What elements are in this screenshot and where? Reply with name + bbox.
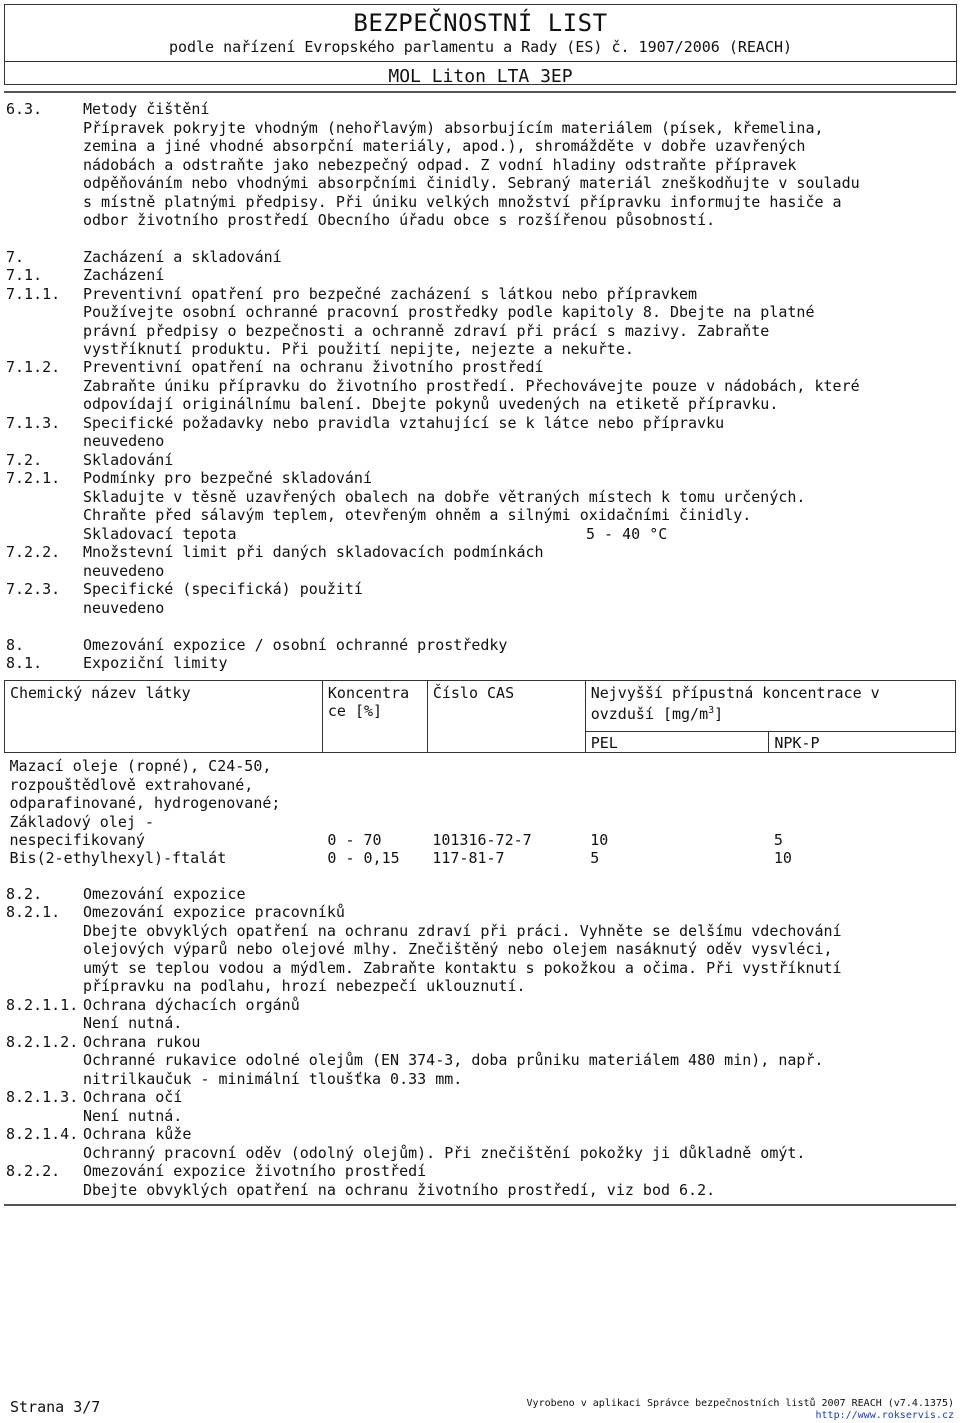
section-heading: Zacházení a skladování (83, 248, 282, 266)
table-row (5, 753, 956, 850)
npk-p-cell: 10 (773, 849, 792, 868)
paragraph-line: Používejte osobní ochranné pracovní prostředky podle kapitoly 8. Dbejte na platné (83, 303, 815, 321)
paragraph-line: Není nutná. (83, 1107, 183, 1125)
page-number: Strana 3/7 (10, 1398, 101, 1416)
paragraph-line: umýt se teplou vodou a mýdlem. Zabraňte kontaktu s pokožkou a očima. Při vystříknutí (83, 959, 842, 977)
section-heading: Expoziční limity (83, 654, 228, 672)
column-header-cas-number: Číslo CAS (427, 681, 585, 753)
section-number: 8.1. (6, 654, 43, 672)
section-heading: Metody čištění (83, 100, 210, 118)
pel-cell: 5 (590, 849, 600, 868)
section-number: 7. (6, 248, 25, 266)
section-heading: Ochrana rukou (83, 1033, 201, 1051)
substance-name-cell: Mazací oleje (ropné), C24-50, rozpouštědlově extrahované, odparafinované, hydrogenované; Základový olej - nespecifikovaný (9, 757, 281, 850)
column-header-npk-p: NPK-P (769, 732, 956, 753)
regulation-subtitle: podle nařízení Evropského parlamentu a Rady (ES) č. 1907/2006 (REACH) (168, 38, 793, 56)
bottom-divider (4, 1204, 956, 1206)
paragraph-line: právní předpisy o bezpečnosti a ochranně zdraví při prácí s mazivy. Zabraňte (83, 322, 770, 340)
section-heading: Preventivní opatření na ochranu životního prostředí (83, 358, 544, 376)
column-header-pel: PEL (585, 732, 769, 753)
generator-note: Vyrobeno v aplikaci Správce bezpečnostních listů 2007 REACH (v7.4.1375) (526, 1398, 954, 1409)
paragraph-line: Dbejte obvyklých opatření na ochranu zdraví při práci. Vyhněte se delšímu vdechování (83, 922, 842, 940)
paragraph-line: vystříknutí produktu. Při použití nepijte, nejezte a nekuřte. (83, 340, 634, 358)
paragraph-line: Chraňte před sálavým teplem, otevřeným ohněm a silnými oxidačními činidly. (83, 506, 752, 524)
section-number: 7.1.2. (6, 358, 61, 376)
paragraph-line: neuvedeno (83, 562, 165, 580)
section-number: 8.2.1.2. (6, 1033, 79, 1051)
section-heading: Omezování expozice (83, 885, 246, 903)
product-name: MOL Liton LTA 3EP (388, 66, 573, 87)
storage-temperature-label: Skladovací tepota (83, 525, 237, 543)
paragraph-line: nádobách a odstraňte jako nebezpečný odpad. Z vodní hladiny odstraňte přípravek (83, 156, 797, 174)
footer-note (527, 1398, 954, 1422)
exposure-limits-table (4, 680, 956, 868)
section-heading: Specifické požadavky nebo pravidla vztahující se k látce nebo přípravku (83, 414, 725, 432)
paragraph-line: přípravku na podlahu, hrozí nebezpečí uklouznutí. (83, 977, 526, 995)
pel-cell: 10 (590, 831, 609, 850)
section-number: 8.2.1.3. (6, 1088, 79, 1106)
storage-temperature-value: 5 - 40 °C (586, 525, 668, 543)
paragraph-line: odpovídají originálnímu balení. Dbejte pokynů uvedených na etiketě přípravku. (83, 395, 779, 413)
paragraph-line: zemina a jiné vhodné absorpční materiály, apod.), shromážděte v dobře uzavřených (83, 137, 806, 155)
header-divider (5, 61, 956, 62)
section-heading: Ochrana kůže (83, 1125, 192, 1143)
paragraph-line: Není nutná. (83, 1014, 183, 1032)
paragraph-line: Zabraňte úniku přípravku do životního prostředí. Přechovávejte pouze v nádobách, které (83, 377, 860, 395)
section-number: 7.2.1. (6, 469, 61, 487)
column-header-max-concentration: Nejvyšší přípustná koncentrace v ovzduší $[mg/m^3]$ (585, 681, 955, 732)
section-number: 6.3. (6, 100, 43, 118)
section-number: 7.2.3. (6, 580, 61, 598)
paragraph-line: Skladujte v těsně uzavřených obalech na dobře větraných místech k tomu určených. (83, 488, 806, 506)
section-heading: Specifické (specifická) použití (83, 580, 363, 598)
column-header-concentration: Koncentra ce [%] (322, 681, 427, 753)
section-number: 8.2.1.4. (6, 1125, 79, 1143)
section-number: 7.2.2. (6, 543, 61, 561)
section-number: 7.2. (6, 451, 43, 469)
section-number: 8.2. (6, 885, 43, 903)
paragraph-line: s místně platnými předpisy. Při úniku velkých množství přípravku informujte hasiče a (83, 193, 842, 211)
table-row (5, 849, 956, 867)
document-title: BEZPEČNOSTNÍ LIST (353, 9, 608, 37)
paragraph-line: Ochranný pracovní oděv (odolný olejům). Při znečištění pokožky ji důkladně omýt. (83, 1144, 806, 1162)
section-heading: Preventivní opatření pro bezpečné zacházení s látkou nebo přípravkem (83, 285, 698, 303)
top-divider (4, 91, 956, 93)
section-number: 8. (6, 636, 25, 654)
section-number: 7.1.3. (6, 414, 61, 432)
section-heading: Omezování expozice pracovníků (83, 903, 345, 921)
paragraph-line: olejových výparů nebo olejové mlhy. Znečištěný nebo olejem nasáknutý oděv vysvléci, (83, 940, 833, 958)
paragraph-line: nitrilkaučuk - minimální tloušťka 0.33 mm. (83, 1070, 463, 1088)
paragraph-line: neuvedeno (83, 599, 165, 617)
substance-name-cell: Bis(2-ethylhexyl)-ftalát (9, 849, 227, 868)
concentration-cell: 0 - 0,15 (327, 849, 400, 868)
paragraph-line: Ochranné rukavice odolné olejům (EN 374-3, doba průniku materiálem 480 min), např. (83, 1051, 824, 1069)
section-heading: Skladování (83, 451, 174, 469)
cas-number-cell: 117-81-7 (432, 849, 505, 868)
section-number: 8.2.2. (6, 1162, 61, 1180)
section-heading: Ochrana očí (83, 1088, 183, 1106)
section-number: 7.1.1. (6, 285, 61, 303)
section-heading: Omezování expozice / osobní ochranné prostředky (83, 636, 508, 654)
section-heading: Podmínky pro bezpečné skladování (83, 469, 372, 487)
document-header (4, 4, 957, 85)
section-heading: Ochrana dýchacích orgánů (83, 996, 300, 1014)
paragraph-line: odbor životního prostředí Obecního úřadu obce s rozšířenou působností. (83, 211, 716, 229)
concentration-cell: 0 - 70 (327, 831, 382, 850)
section-heading: Množstevní limit při daných skladovacích podmínkách (83, 543, 544, 561)
paragraph-line: Přípravek pokryjte vhodným (nehořlavým) absorbujícím materiálem (písek, křemelina, (83, 119, 824, 137)
section-number: 8.2.1.1. (6, 996, 79, 1014)
section-heading: Omezování expozice životního prostředí (83, 1162, 427, 1180)
cas-number-cell: 101316-72-7 (432, 831, 532, 850)
footer-link[interactable]: http://www.rokservis.cz (815, 1410, 954, 1421)
paragraph-line: neuvedeno (83, 432, 165, 450)
section-number: 7.1. (6, 266, 43, 284)
paragraph-line: odpěňováním nebo vhodnými absorpčními činidly. Sebraný materiál zneškodňujte v souladu (83, 174, 860, 192)
column-header-substance-name: Chemický název látky (5, 681, 323, 753)
paragraph-line: Dbejte obvyklých opatření na ochranu životního prostředí, viz bod 6.2. (83, 1181, 716, 1199)
section-heading: Zacházení (83, 266, 165, 284)
section-number: 8.2.1. (6, 903, 61, 921)
npk-p-cell: 5 (773, 831, 783, 850)
